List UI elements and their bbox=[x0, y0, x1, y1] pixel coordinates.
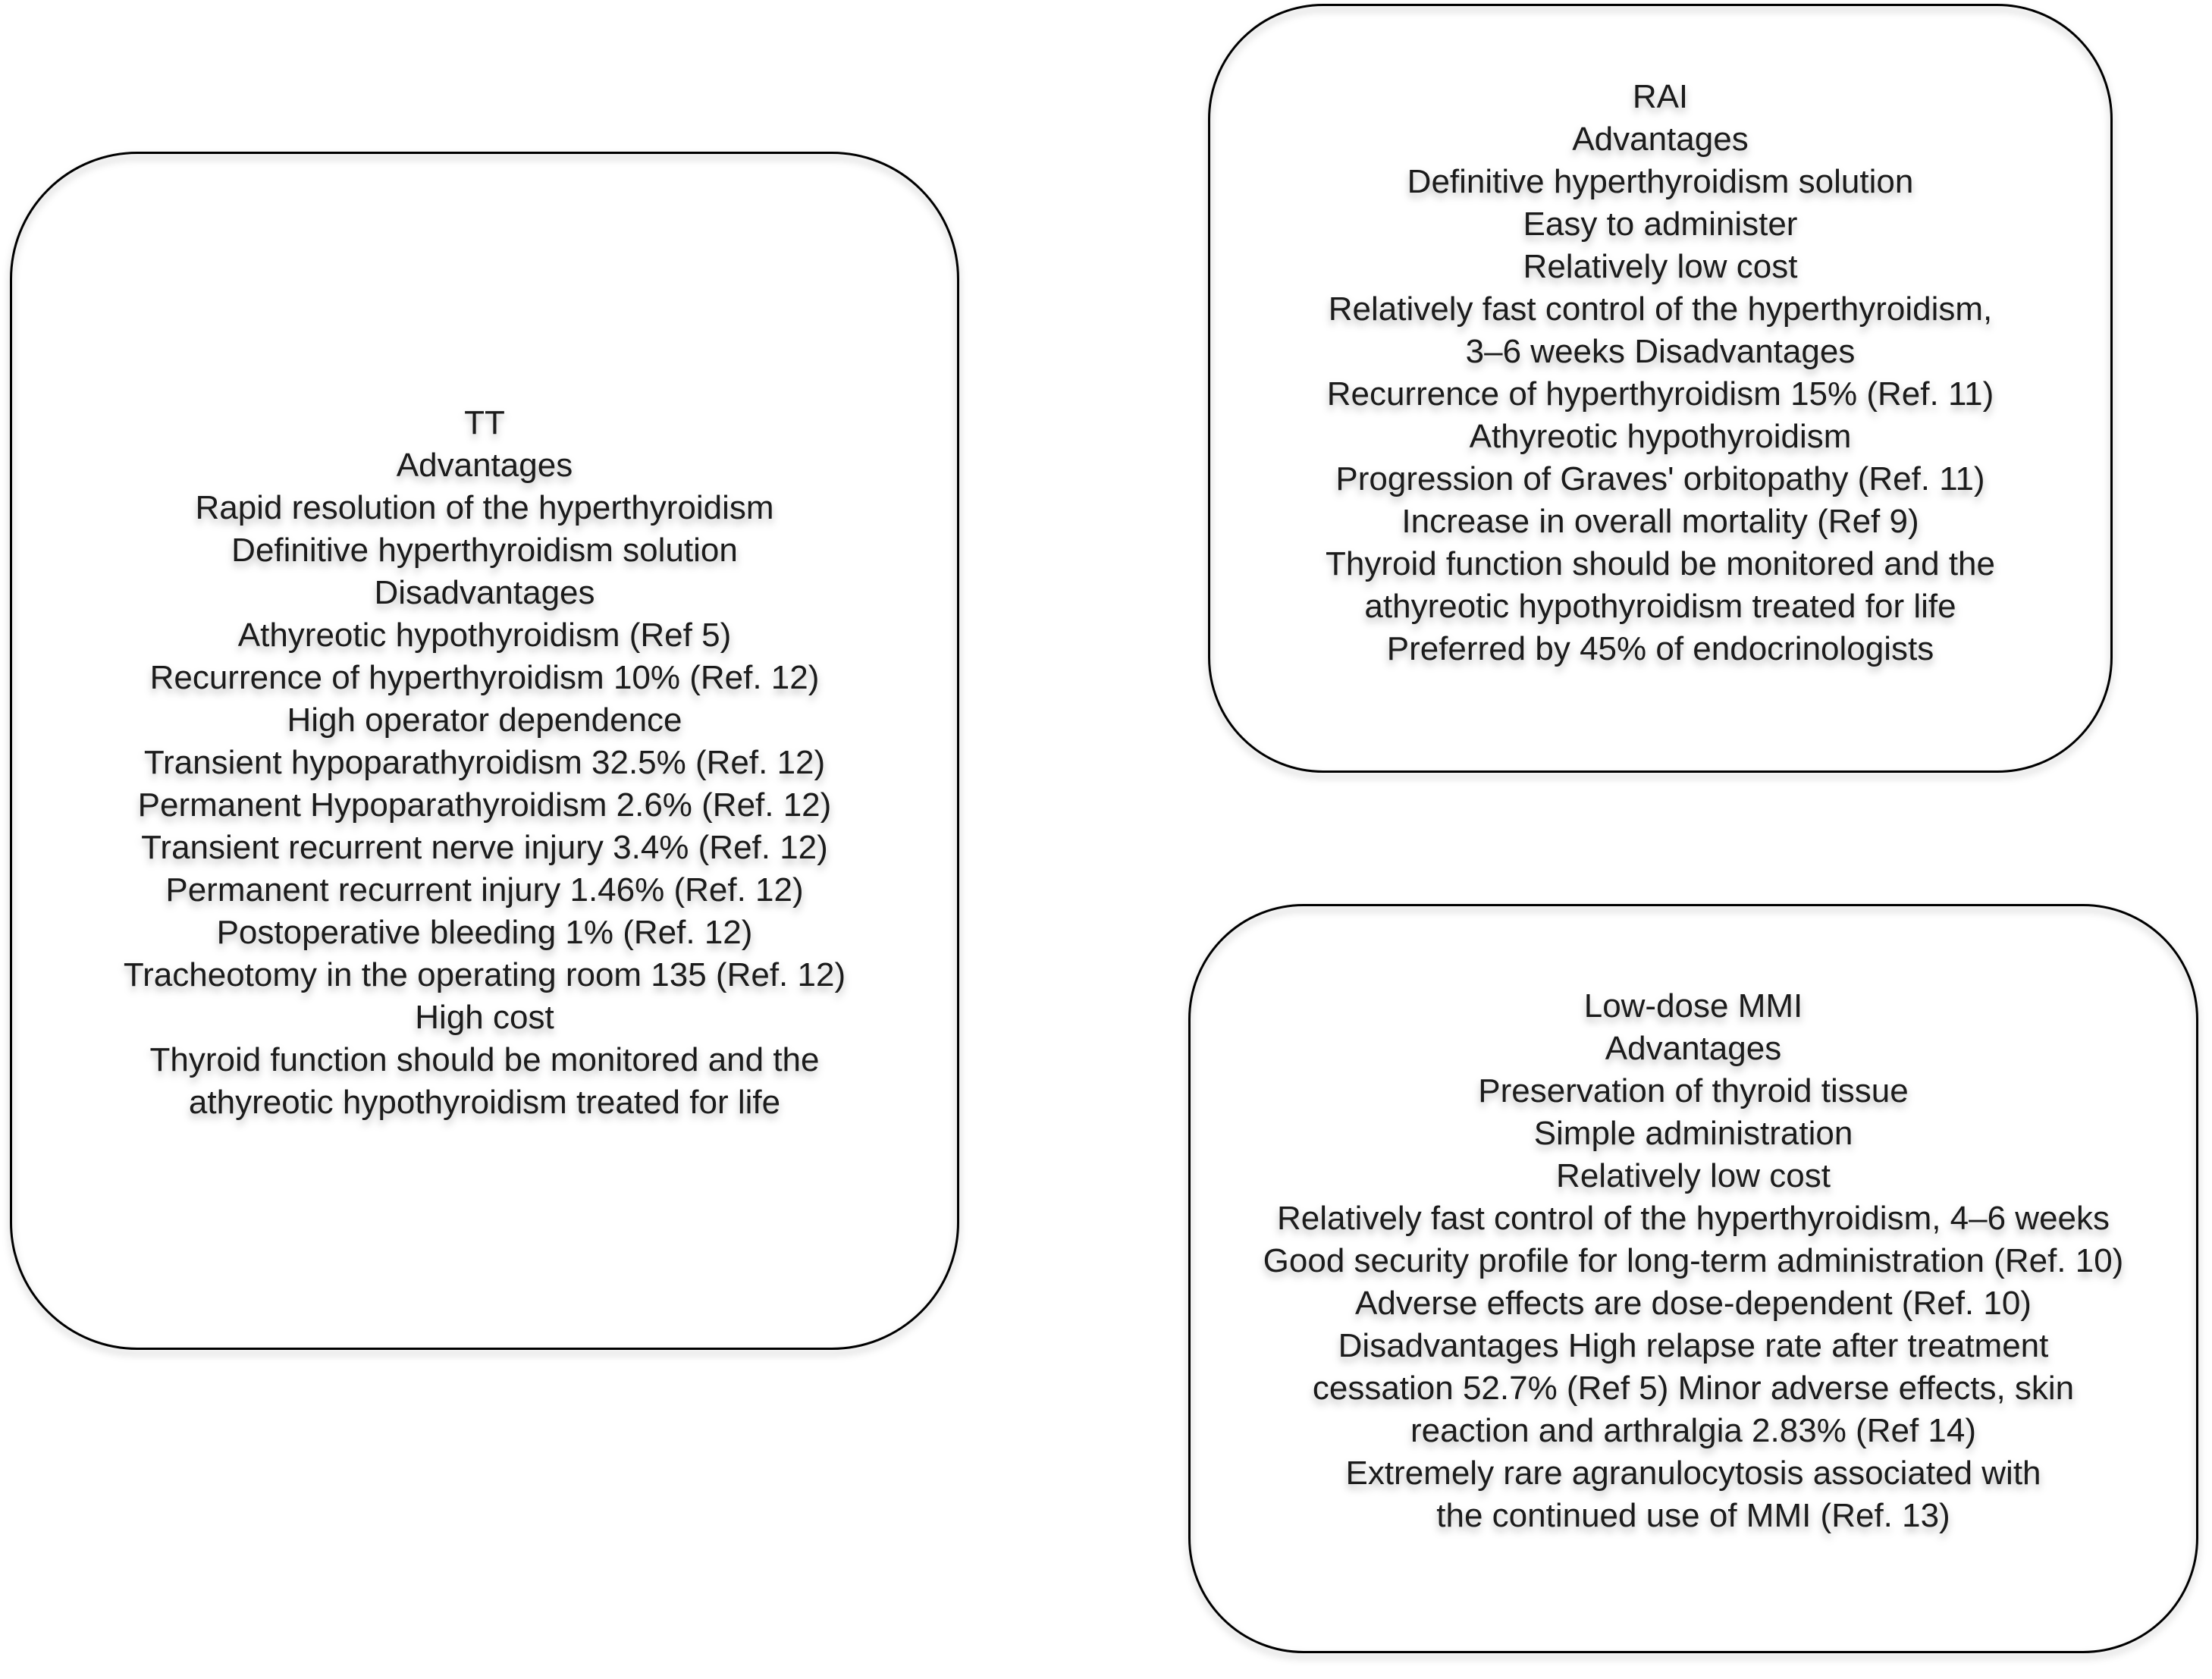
text-line: Relatively low cost bbox=[1556, 1157, 1831, 1194]
panel-rai-text bbox=[1210, 76, 2110, 670]
panel-rai-title: RAI bbox=[1632, 78, 1689, 115]
text-line: Adverse effects are dose-dependent (Ref. 10) bbox=[1355, 1285, 2032, 1322]
text-line: 3–6 weeks Disadvantages bbox=[1465, 333, 1856, 370]
panel-tt bbox=[10, 152, 959, 1350]
text-line: Recurrence of hyperthyroidism 15% (Ref. 11) bbox=[1326, 375, 1994, 413]
text-line: cessation 52.7% (Ref 5) Minor adverse effects, skin bbox=[1312, 1370, 2075, 1407]
panel-tt-lines bbox=[12, 444, 957, 1124]
text-line: athyreotic hypothyroidism treated for life bbox=[1364, 588, 1956, 625]
text-line: Thyroid function should be monitored and the bbox=[149, 1041, 820, 1078]
panel-rai bbox=[1208, 4, 2113, 773]
text-line: the continued use of MMI (Ref. 13) bbox=[1436, 1497, 1950, 1534]
text-line: Preferred by 45% of endocrinologists bbox=[1386, 630, 1934, 667]
text-line: Transient recurrent nerve injury 3.4% (Ref. 12) bbox=[141, 829, 828, 866]
text-line: Preservation of thyroid tissue bbox=[1478, 1072, 1909, 1109]
panel-rai-lines bbox=[1210, 118, 2110, 670]
text-line: Relatively fast control of the hyperthyroidism, 4–6 weeks bbox=[1276, 1200, 2110, 1237]
text-line: Advantages bbox=[1572, 121, 1749, 158]
panel-mmi-lines bbox=[1191, 1028, 2196, 1537]
panel-tt-text bbox=[12, 402, 957, 1124]
text-line: Disadvantages bbox=[374, 574, 595, 611]
panel-mmi-title: Low-dose MMI bbox=[1583, 987, 1803, 1025]
text-line: Increase in overall mortality (Ref 9) bbox=[1401, 503, 1919, 540]
text-line: High cost bbox=[415, 999, 554, 1036]
text-line: Thyroid function should be monitored and the bbox=[1325, 545, 1995, 582]
text-line: Postoperative bleeding 1% (Ref. 12) bbox=[216, 914, 753, 951]
text-line: Advantages bbox=[396, 447, 573, 484]
text-line: Easy to administer bbox=[1523, 206, 1798, 243]
text-line: Good security profile for long-term administration (Ref. 10) bbox=[1263, 1242, 2124, 1279]
text-line: athyreotic hypothyroidism treated for life bbox=[188, 1084, 781, 1121]
text-line: Definitive hyperthyroidism solution bbox=[1407, 163, 1914, 200]
text-line: Permanent recurrent injury 1.46% (Ref. 12) bbox=[165, 871, 804, 909]
panel-tt-title: TT bbox=[464, 404, 505, 441]
text-line: High operator dependence bbox=[287, 701, 682, 739]
text-line: reaction and arthralgia 2.83% (Ref 14) bbox=[1410, 1412, 1976, 1449]
text-line: Rapid resolution of the hyperthyroidism bbox=[195, 489, 774, 526]
text-line: Simple administration bbox=[1533, 1115, 1853, 1152]
panel-mmi-text bbox=[1191, 985, 2196, 1537]
text-line: Permanent Hypoparathyroidism 2.6% (Ref. 12) bbox=[137, 786, 832, 824]
text-line: Relatively fast control of the hyperthyroidism, bbox=[1328, 290, 1993, 328]
text-line: Disadvantages High relapse rate after treatment bbox=[1338, 1327, 2049, 1364]
panel-mmi bbox=[1188, 904, 2198, 1653]
text-line: Tracheotomy in the operating room 135 (Ref. 12) bbox=[123, 956, 846, 993]
text-line: Definitive hyperthyroidism solution bbox=[231, 532, 738, 569]
text-line: Recurrence of hyperthyroidism 10% (Ref. 12) bbox=[149, 659, 820, 696]
text-line: Athyreotic hypothyroidism (Ref 5) bbox=[237, 617, 732, 654]
text-line: Advantages bbox=[1605, 1030, 1782, 1067]
text-line: Relatively low cost bbox=[1523, 248, 1798, 285]
text-line: Progression of Graves' orbitopathy (Ref. 11) bbox=[1335, 460, 1985, 497]
text-line: Extremely rare agranulocytosis associated with bbox=[1345, 1455, 2041, 1492]
text-line: Athyreotic hypothyroidism bbox=[1469, 418, 1852, 455]
text-line: Transient hypoparathyroidism 32.5% (Ref. 12) bbox=[143, 744, 826, 781]
